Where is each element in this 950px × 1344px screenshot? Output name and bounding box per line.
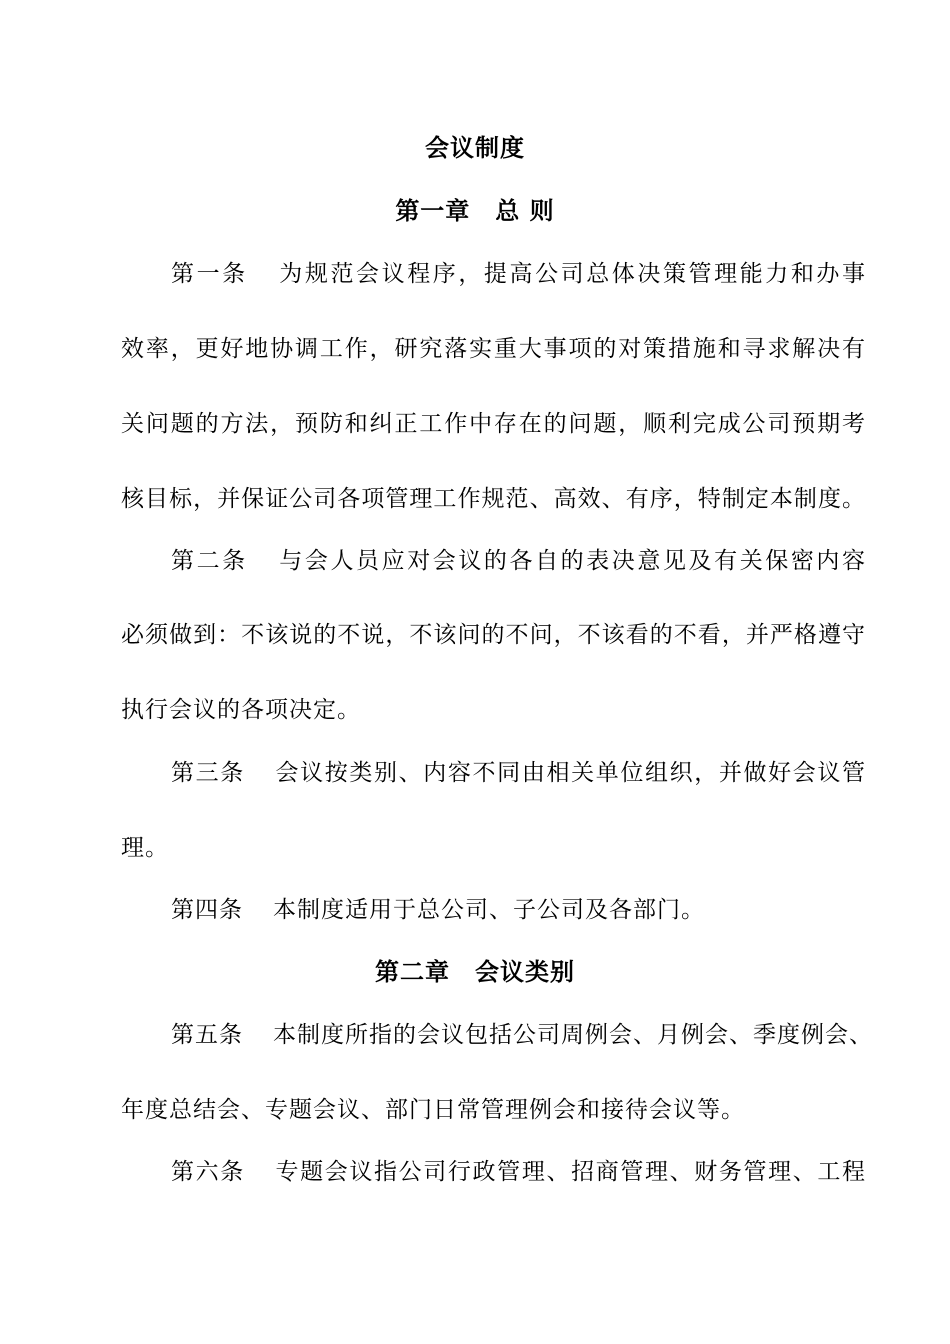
article-1-line-2: 效率，更好地协调工作，研究落实重大事项的对策措施和寻求解决有	[121, 336, 866, 362]
article-1-label: 第一条	[171, 261, 248, 287]
article-2-line-2: 必须做到：不该说的不说，不该问的不问，不该看的不看，并严格遵守	[121, 622, 866, 648]
article-5-text-1: 本制度所指的会议包括公司周例会、月例会、季度例会、	[273, 1022, 873, 1048]
article-4-label: 第四条	[171, 897, 243, 923]
article-3-label: 第三条	[171, 760, 245, 786]
article-2-label: 第二条	[171, 548, 248, 574]
article-1-line-3: 关问题的方法，预防和纠正工作中存在的问题，顺利完成公司预期考	[121, 411, 866, 437]
article-5-label: 第五条	[171, 1022, 243, 1048]
article-2-line-1	[171, 546, 866, 576]
chapter-2-heading: 第二章 会议类别	[375, 957, 575, 986]
article-5-line-1	[171, 1020, 873, 1050]
article-4-text-1: 本制度适用于总公司、子公司及各部门。	[273, 897, 705, 923]
article-3-text-1: 会议按类别、内容不同由相关单位组织，并做好会议管	[274, 760, 867, 786]
article-1-text-1: 为规范会议程序，提高公司总体决策管理能力和办事	[277, 261, 867, 287]
article-3-line-2: 理。	[121, 835, 169, 861]
article-4-line-1	[171, 895, 705, 925]
article-5-line-2: 年度总结会、专题会议、部门日常管理例会和接待会议等。	[121, 1097, 745, 1123]
article-3-line-1	[171, 758, 866, 788]
article-6-label: 第六条	[171, 1159, 245, 1185]
article-2-line-3: 执行会议的各项决定。	[121, 697, 361, 723]
document-title: 会议制度	[425, 133, 525, 162]
article-1-line-1	[171, 259, 866, 289]
article-2-text-1: 与会人员应对会议的各自的表决意见及有关保密内容	[277, 548, 867, 574]
chapter-1-heading: 第一章 总 则	[395, 196, 555, 225]
article-6-line-1	[171, 1157, 866, 1187]
article-6-text-1: 专题会议指公司行政管理、招商管理、财务管理、工程	[274, 1159, 867, 1185]
article-1-line-4: 核目标，并保证公司各项管理工作规范、高效、有序，特制定本制度。	[121, 486, 866, 512]
